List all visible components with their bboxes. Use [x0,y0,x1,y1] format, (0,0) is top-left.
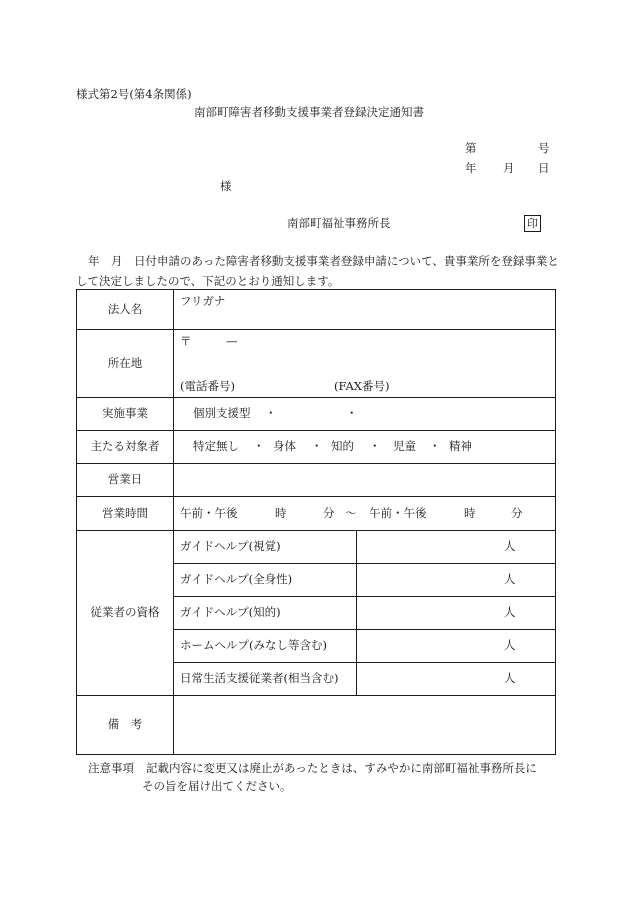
staff-divider [356,630,357,662]
hours-value [173,497,555,530]
staff-item [173,597,555,630]
service-dot-1: ・ [265,406,277,420]
staff-value [173,531,555,695]
corp-name-label: 法人名 [77,290,174,329]
target-none: 特定無し [193,439,239,453]
hours-row [77,497,555,531]
date-day: 日 [538,161,550,175]
service-type: 個別支援型 [193,406,251,420]
notice-number-suffix: 号 [538,141,550,155]
staff-count-unit: 人 [504,605,516,619]
furigana-label: フリガナ [180,294,226,308]
end-hour-unit: 時 [464,506,476,520]
service-dot-2: ・ [346,406,358,420]
service-row [77,398,555,431]
address-value [173,330,555,397]
date-year: 年 [465,161,477,175]
staff-count-unit: 人 [504,539,516,553]
remarks-row [77,696,555,754]
issuer-name: 南部町福祉事務所長 [287,216,391,230]
target-child: 児童 [393,439,416,453]
target-physical: 身体 [273,439,296,453]
start-hour-unit: 時 [275,506,287,520]
staff-qualification-name: ガイドヘルプ(知的) [180,605,281,619]
staff-count-unit: 人 [504,671,516,685]
hours-label: 営業時間 [77,497,174,530]
date-month: 月 [503,161,515,175]
target-intellectual: 知的 [331,439,354,453]
target-sep-3: ・ [369,439,381,453]
fax-label: (FAX番号) [334,379,390,393]
target-sep-4: ・ [429,439,441,453]
remarks-label: 備 考 [77,696,174,754]
note-line-1: 記載内容に変更又は廃止があったときは、すみやかに南部町福祉事務所長に [146,761,537,775]
corp-name-row [77,290,555,330]
staff-divider [356,597,357,629]
end-ampm: 午前・午後 [369,506,427,520]
end-minute-unit: 分 [511,506,523,520]
start-ampm: 午前・午後 [180,506,238,520]
staff-label: 従業者の資格 [77,531,174,695]
start-minute-unit: 分 [323,506,335,520]
hours-tilde: ～ [345,506,357,520]
business-days-label: 営業日 [77,464,174,496]
address-row [77,330,555,398]
target-mental: 精神 [449,439,472,453]
service-label: 実施事業 [77,398,174,430]
remarks-value [173,696,555,754]
staff-row [77,531,555,696]
addressee-suffix: 様 [220,179,232,193]
target-label: 主たる対象者 [77,431,174,463]
staff-count-unit: 人 [504,638,516,652]
staff-item [173,564,555,597]
notice-number-prefix: 第 [465,141,477,155]
postal-dash: — [226,334,238,348]
staff-divider [356,564,357,596]
staff-item [173,630,555,663]
target-sep-1: ・ [253,439,265,453]
business-days-value [173,464,555,496]
seal-mark: 印 [524,215,541,232]
staff-qualification-name: ガイドヘルプ(視覚) [180,539,281,553]
corp-name-value [173,290,555,329]
document-title: 南部町障害者移動支援事業者登録決定通知書 [194,105,424,119]
business-days-row [77,464,555,497]
address-label: 所在地 [77,330,174,397]
target-value [173,431,555,463]
target-row [77,431,555,464]
staff-item [173,663,555,696]
postal-mark: 〒 [180,334,192,348]
staff-qualification-name: ガイドヘルプ(全身性) [180,572,293,586]
staff-divider [356,663,357,696]
staff-qualification-name: 日常生活支援従業者(相当含む) [180,671,339,685]
staff-qualification-name: ホームヘルプ(みなし等含む) [180,638,327,652]
staff-item [173,531,555,564]
form-number: 様式第2号(第4条関係) [76,87,192,101]
phone-label: (電話番号) [180,379,235,393]
note-line-2: その旨を届け出てください。 [142,779,292,793]
target-sep-2: ・ [311,439,323,453]
service-value [173,398,555,430]
staff-count-unit: 人 [504,572,516,586]
note-heading: 注意事項 [88,761,134,775]
registration-table [76,289,556,755]
staff-divider [356,531,357,563]
notice-body-text: 年 月 日付申請のあった障害者移動支援事業者登録申請について、貴事業所を登録事業として決定しましたので、下記のとおり通知します。 [76,254,559,288]
